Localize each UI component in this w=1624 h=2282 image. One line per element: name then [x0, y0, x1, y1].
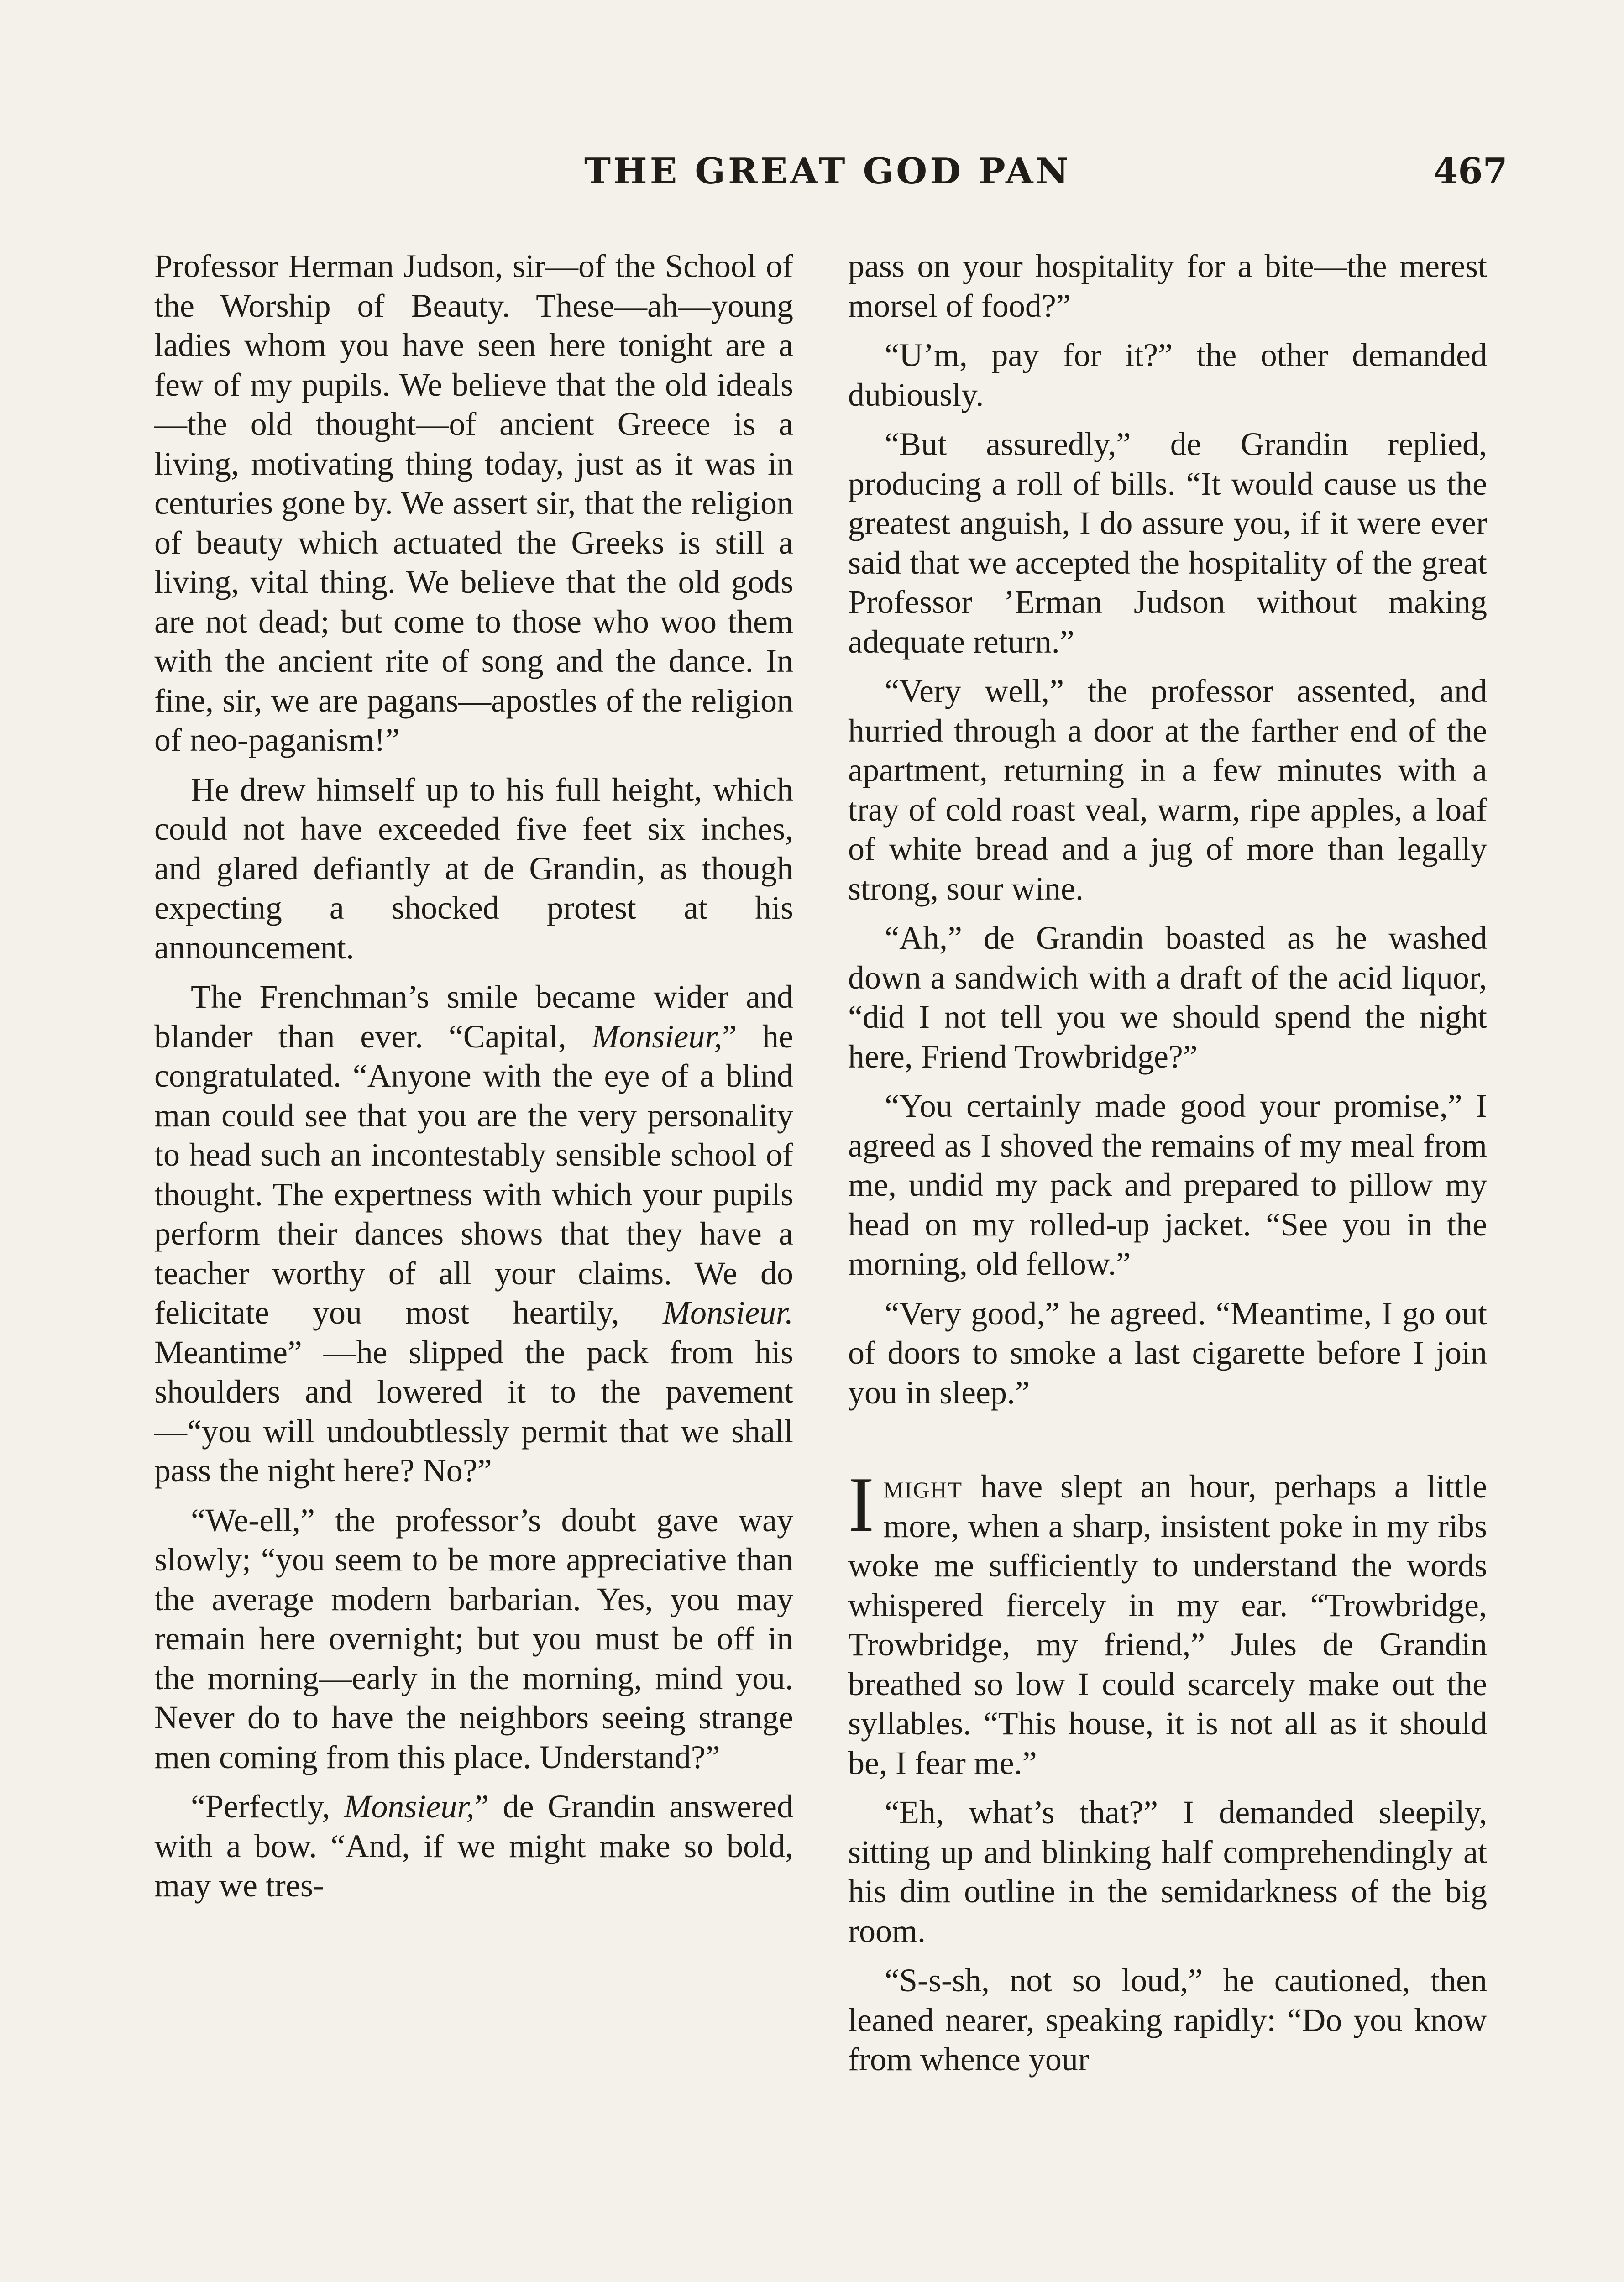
- section-break: [848, 1412, 1487, 1467]
- paragraph: pass on your hospitality for a bite—the merest morsel of food?”: [848, 248, 1487, 324]
- paragraph: “You certainly made good your promise,” I agreed as I shoved the remains of my meal from me, undid my pack and prepared to pillow my head on my rolled-up jacket. “See you in the morning, old fellow.”: [848, 1088, 1487, 1282]
- paragraph: “Very good,” he agreed. “Meantime, I go out of doors to smoke a last cigarette before I join you in sleep.”: [848, 1295, 1487, 1411]
- paragraph: “Very well,” the professor assented, and hurried through a door at the farther end of the apartment, returning in a few minutes with a tray of cold roast veal, warm, ripe apples, a loaf of white bread and a jug of more than legally strong, sour wine.: [848, 673, 1487, 907]
- paragraph: “We-ell,” the professor’s doubt gave way slowly; “you seem to be more appreciative than the average modern barbarian. Yes, you may remain here overnight; but you must be off in the morning—early in the morning, mind you. Never do to have the neighbors seeing strange men coming from this place. Understand?”: [154, 1502, 793, 1775]
- paragraph: “U’m, pay for it?” the other demanded dubiously.: [848, 337, 1487, 413]
- drop-cap: I: [848, 1461, 875, 1548]
- paragraph: “But assuredly,” de Grandin replied, producing a roll of bills. “It would cause us the greatest anguish, I do assure you, if it were ever said that we accepted the hospitality of the great Professor ’Erman Judson without making adequate return.”: [848, 426, 1487, 660]
- left-column: [154, 246, 793, 1905]
- paragraph: “S-s-sh, not so loud,” he cautioned, then leaned nearer, speaking rapidly: “Do you know from whence your: [848, 1962, 1487, 2078]
- running-header: THE GREAT GOD PAN: [584, 151, 1071, 192]
- paragraph: “Perfectly, Monsieur,” de Grandin answered with a bow. “And, if we might make so bold, may we tres-: [154, 1788, 793, 1904]
- paragraph-with-dropcap: Imight have slept an hour, perhaps a little more, when a sharp, insistent poke in my ribs woke me sufficiently to understand the words whispered fiercely in my ear. “Trowbridge, Trowbridge, my friend,” Jules de Grandin breathed so low I could scarcely make out the syllables. “This house, it is not all as it should be, I fear me.”: [848, 1461, 1487, 1781]
- paragraph: He drew himself up to his full height, which could not have exceeded five feet six inches, and glared defiantly at de Grandin, as though expecting a shocked protest at his announcement.: [154, 771, 793, 966]
- page-number: 467: [1433, 151, 1508, 192]
- paragraph: “Ah,” de Grandin boasted as he washed down a sandwich with a draft of the acid liquor, “did I not tell you we should spend the night here, Friend Trowbridge?”: [848, 920, 1487, 1075]
- paragraph: Professor Herman Judson, sir—of the School of the Worship of Beauty. These—ah—young ladies whom you have seen here tonight are a few of my pupils. We believe that the old ideals—the old thought—of ancient Greece is a living, motivating thing today, just as it was in centuries gone by. We assert sir, that the religion of beauty which actuated the Greeks is still a living, vital thing. We believe that the old gods are not dead; but come to those who woo them with the ancient rite of song and the dance. In fine, sir, we are pagans—apostles of the religion of neo-paganism!”: [154, 248, 793, 758]
- paragraph: The Frenchman’s smile became wider and blander than ever. “Capital, Monsieur,” he congratulated. “Anyone with the eye of a blind man could see that you are the very personality to head such an incontestably sensible school of thought. The expertness with which your pupils perform their dances shows that they have a teacher worthy of all your claims. We do felicitate you most heartily, Monsieur. Meantime” —he slipped the pack from his shoulders and lowered it to the pavement —“you will undoubtlessly permit that we shall pass the night here? No?”: [154, 979, 793, 1489]
- right-column: [848, 246, 1487, 2079]
- paragraph: “Eh, what’s that?” I demanded sleepily, sitting up and blinking half comprehendingly at his dim outline in the semidarkness of the big room.: [848, 1794, 1487, 1949]
